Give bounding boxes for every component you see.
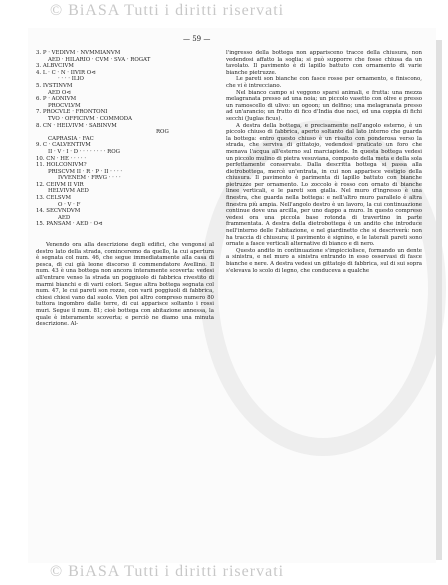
right-column	[226, 50, 422, 274]
inscription-line: PRISCVM II · R · P · II · · · ·	[48, 168, 123, 175]
inscription-line: 14. SECVNDVM	[36, 208, 81, 215]
right-paragraph-5: Questo andito in continuazione s'impicciolisce, formando un dente a sinistra, e nel muro a sinistra entrando in esso osservasi di fasce bianche e nere. A destra vedesi un gittatojo di fabbrica, sul di sui sopra s'elevava lo scolo di legno, che conduceva a qualche	[226, 247, 422, 274]
inscription-line: 15. PANSAM · AED · O⊲	[36, 221, 103, 228]
watermark-top: © BiASA Tutti i diritti riservati	[50, 2, 285, 19]
inscription-line: 13. CELSVM	[36, 195, 72, 202]
page-edge-shadow	[436, 40, 442, 560]
inscription-line: 12. CEIVM II VIR	[36, 181, 84, 188]
inscription-line: HELVIVM AED	[48, 188, 89, 195]
inscription-line: 4. L · C · N · IIVIR O⊲	[36, 69, 96, 76]
inscription-line: CAPRASIA · FAC	[48, 135, 94, 142]
left-column	[36, 50, 214, 328]
right-paragraph-4: A destra della bottega, e precisamente nell'angolo esterno, è un piccolo chiuso di fabbrica, aperto soltanto dal lato interno che guarda la bottega: entro questo chiuso è un risalto con ponderosa verso la strada, che serviva di gittatojo, vedendosi praticato un foro che menava l'acqua all'esterno sul marciapiede. In questa bottega vedesi un piccolo mulino di pietra vesuviana, composto della meta e della sola perfettamente conservate. Dalla descritta bottega si passa alla dietrobottega, mercè un'entrata, in cui non apparisce vestigio della chiusura. Il pavimento è parimenta di lapillo battuto con bianche pietruzze per ornamento. Lo zoccolo è rosso con ornato di bianche linee verticali, e le pareti son gialla. Nel muro d'ingresso è una finestra, che guarda nella bottega: e nell'altro muro parallelo è altra finestra più ampia. Nell'angolo destro è un lavoro, la cui continuazione continue dove una arcilla, per uno dappo a muro. In questo compreso vedesi ora una piccola base rotonda di travertino in parte frammentata. A destra della dietrobottega è un andito che introduce nell'interno delle l'abitazione, e nel giardinetto che si descriverà: non ha traccia di chiusura; il pavimento è signino, e le laterali pareti sono ornate a fasce verticali alternative di bianco e di nero.	[226, 122, 422, 248]
inscription-line: 3. ALBVCIVM	[36, 63, 74, 70]
left-paragraph: Venendo ora alla descrizione degli edifici, che vengonsi al destro lato della strada, cominceremo da quello, la cui apertura è segnata col num. 46, che segue immediatamente alla casa di pesca, di cui già leone discorso il commendatore Avellino. Il num. 43 è una bottega non ancora interamente scoverta: vedesi all'entrare venso la strada un poggiuolo di fabbrica rivestito di marmi bianchi e di varii colori. Segue altra bottega segnata col num. 47, le cui pareti son rozze, con varii poggiuoli di fabbrica, chiesi chiesi vano dal suolo. Vien poi altro compreso numero 80 tuttora ingombro dalle terre, di cui apparisce soltanto i rossi muri. Segue il num. 81; cioè bottega con abitazione annessa, la quale è interamente scoverta; e perciò ne diamo una minuta descrizione. Al-	[36, 242, 214, 328]
inscription-line: 8. CN · HELVIVM · SABINVM	[36, 122, 117, 129]
inscription-line: 10. CN · HE · · · · ·	[36, 155, 87, 162]
inscription-line: O · V · F	[58, 201, 81, 208]
inscription-line: 11. HOLCONIVM?	[36, 162, 87, 169]
inscription-line: 3. P · VEDIVM · NVMMIANVM	[36, 50, 121, 56]
inscription-line: 5. IVSTINVM	[36, 82, 73, 89]
inscription-line: · · · · ILIO	[58, 76, 84, 83]
inscription-line: AED O⊲	[48, 89, 71, 96]
right-paragraph-3: Nel bianco campo si veggono sparsi animali, e frutta: una mezza melagranata presso ad una noia; un piccolo vasetto con olive e presso un ramoscello di ulivo: un ogoon; un delfino; una melagranata presso ad un'arancio; un frutto di fico d'India due noci, ed una coppia di fichi secchi (Juglas ficus).	[226, 89, 422, 122]
inscription-line: TVO · OFFICIVM · COMMODA	[48, 115, 133, 122]
inscription-list	[36, 50, 214, 228]
inscription-line: IVVENEM · FRVG · · · ·	[58, 175, 121, 182]
inscription-line: 6. P · AONIVM	[36, 96, 77, 103]
inscription-line: ROG	[156, 129, 169, 136]
inscription-line: 7. PROCVLE · FRONTONI	[36, 109, 108, 116]
watermark-bottom: © BiASA Tutti i diritti riservati	[50, 563, 285, 580]
inscription-line: PROCVLVM	[48, 102, 81, 109]
page-number: — 59 —	[183, 35, 211, 43]
inscription-line: AED · HILARIO · CVM · SVA · ROGAT	[48, 56, 151, 63]
right-paragraph-1: l'ingresso della bottega non apparisceno tracce della chiusura, non vedendosi affatto la soglia; si può supporre che fosse chiusa da un tavolato. Il pavimento è di lapillo battuto con ornamento di varie bianche pietruzze.	[226, 50, 422, 76]
right-paragraph-2: Le pareti son bianche con fasce rosse per ornamento, e finiscono, che vi è intrecciano.	[226, 76, 422, 89]
inscription-line: 9. C · CALVENTIVM	[36, 142, 91, 149]
inscription-line: AED	[58, 214, 71, 221]
inscription-line: II · V · I · D · · · · · · · · ROG	[48, 148, 120, 155]
